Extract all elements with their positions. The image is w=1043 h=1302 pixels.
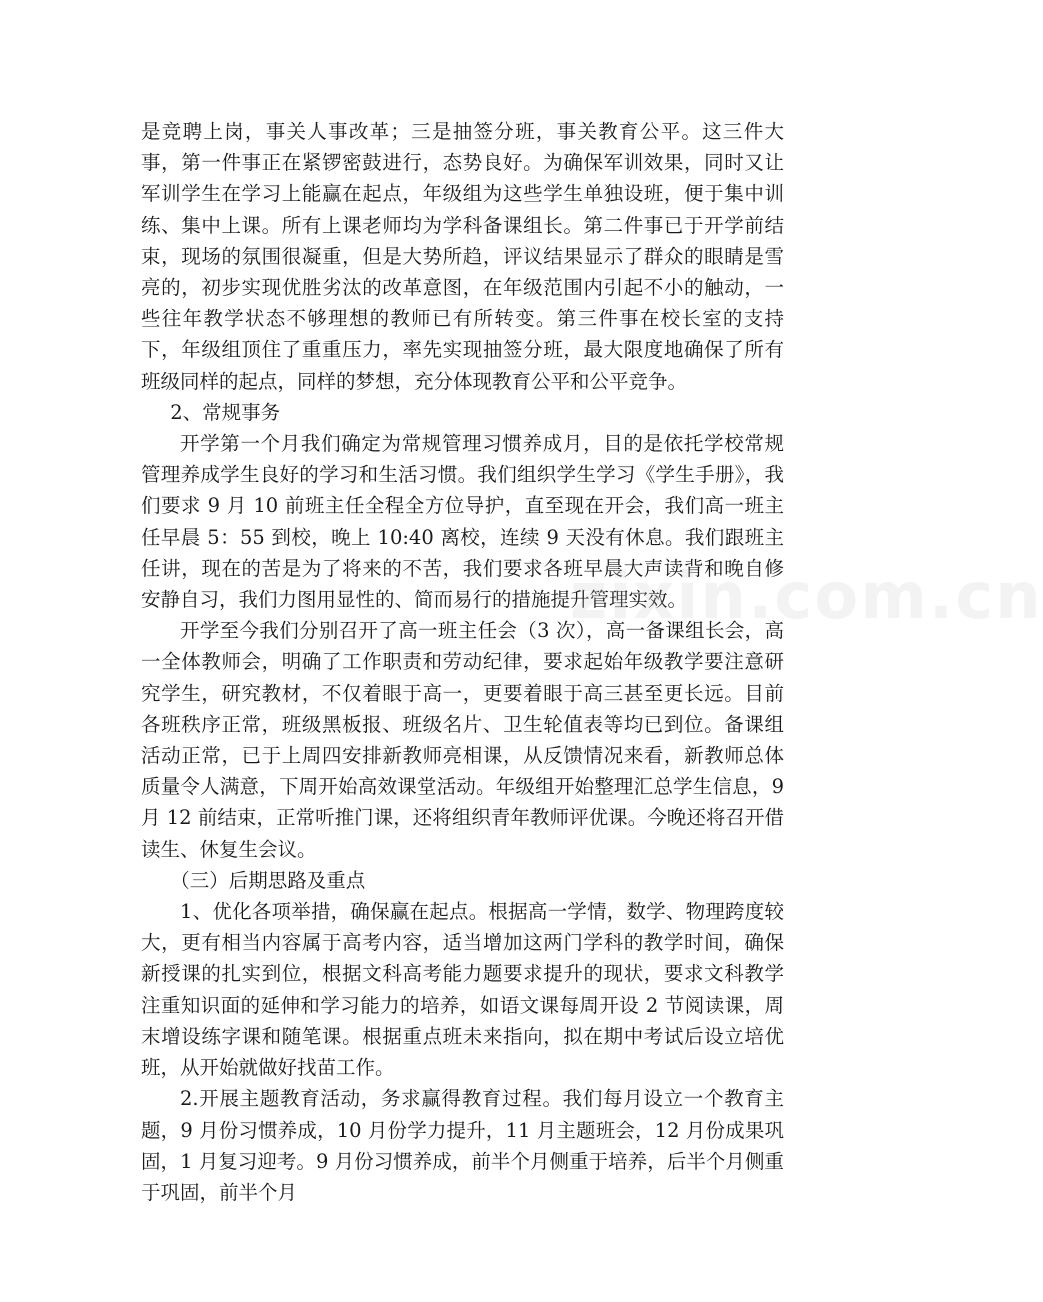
section-heading-routine: 2、常规事务: [170, 400, 281, 424]
paragraph-continued: 是竞聘上岗，事关人事改革；三是抽签分班，事关教育公平。这三件大事，第一件事正在紧锣密鼓进行，态势良好。为确保军训效果，同时又让军训学生在学习上能赢在起点，年级组为这些学生单独设班，便于集中训练、集中上课。所有上课老师均为学科备课组长。第二件事已于开学前结束，现场的氛围很凝重，但是大势所趋，评议结果显示了群众的眼睛是雪亮的，初步实现优胜劣汰的改革意图，在年级范围内引起不小的触动，一些往年教学状态不够理想的教师已有所转变。第三件事在校长室的支持下，年级组顶住了重重压力，率先实现抽签分班，最大限度地确保了所有班级同样的起点，同样的梦想，充分体现教育公平和公平竞争。: [141, 120, 784, 393]
paragraph-later-2: 2.开展主题教育活动，务求赢得教育过程。我们每月设立一个教育主题，9 月份习惯养成，10 月份学力提升，11 月主题班会，12 月份成果巩固，1 月复习迎考。9 月份习惯养成，前半个月侧重于培养，后半个月侧重于巩固，前半个月: [141, 1087, 784, 1204]
paragraph-later-1: 1、优化各项举措，确保赢在起点。根据高一学情，数学、物理跨度较大，更有相当内容属于高考内容，适当增加这两门学科的教学时间，确保新授课的扎实到位，根据文科高考能力题要求提升的现状，要求文科教学注重知识面的延伸和学习能力的培养，如语文课每周开设 2 节阅读课，周末增设练字课和随笔课。根据重点班未来指向，拟在期中考试后设立培优班，从开始就做好找苗工作。: [141, 900, 784, 1080]
paragraph-routine-1: 开学第一个月我们确定为常规管理习惯养成月，目的是依托学校常规管理养成学生良好的学习和生活习惯。我们组织学生学习《学生手册》，我们要求 9 月 10 前班主任全程全方位导护，直至现在开会，我们高一班主任早晨 5：55 到校，晚上 10:40 离校，连续 9 天没有休息。我们跟班主任讲，现在的苦是为了将来的不苦，我们要求各班早晨大声读背和晚自修安静自习，我们力图用显性的、简而易行的措施提升管理实效。: [141, 432, 784, 612]
paragraph-routine-2: 开学至今我们分别召开了高一班主任会（3 次），高一备课组长会，高一全体教师会，明确了工作职责和劳动纪律，要求起始年级教学要注意研究学生，研究教材，不仅着眼于高一，更要着眼于高三甚至更长远。目前各班秩序正常，班级黑板报、班级名片、卫生轮值表等均已到位。备课组活动正常，已于上周四安排新教师亮相课，从反馈情况来看，新教师总体质量令人满意，下周开始高效课堂活动。年级组开始整理汇总学生信息，9 月 12 前结束，正常听推门课，还将组织青年教师评优课。今晚还将召开借读生、休复生会议。: [141, 619, 784, 861]
watermark: zixin.com.cn: [570, 560, 1043, 634]
document-body: [141, 116, 784, 1208]
section-heading-later: （三）后期思路及重点: [170, 868, 366, 892]
